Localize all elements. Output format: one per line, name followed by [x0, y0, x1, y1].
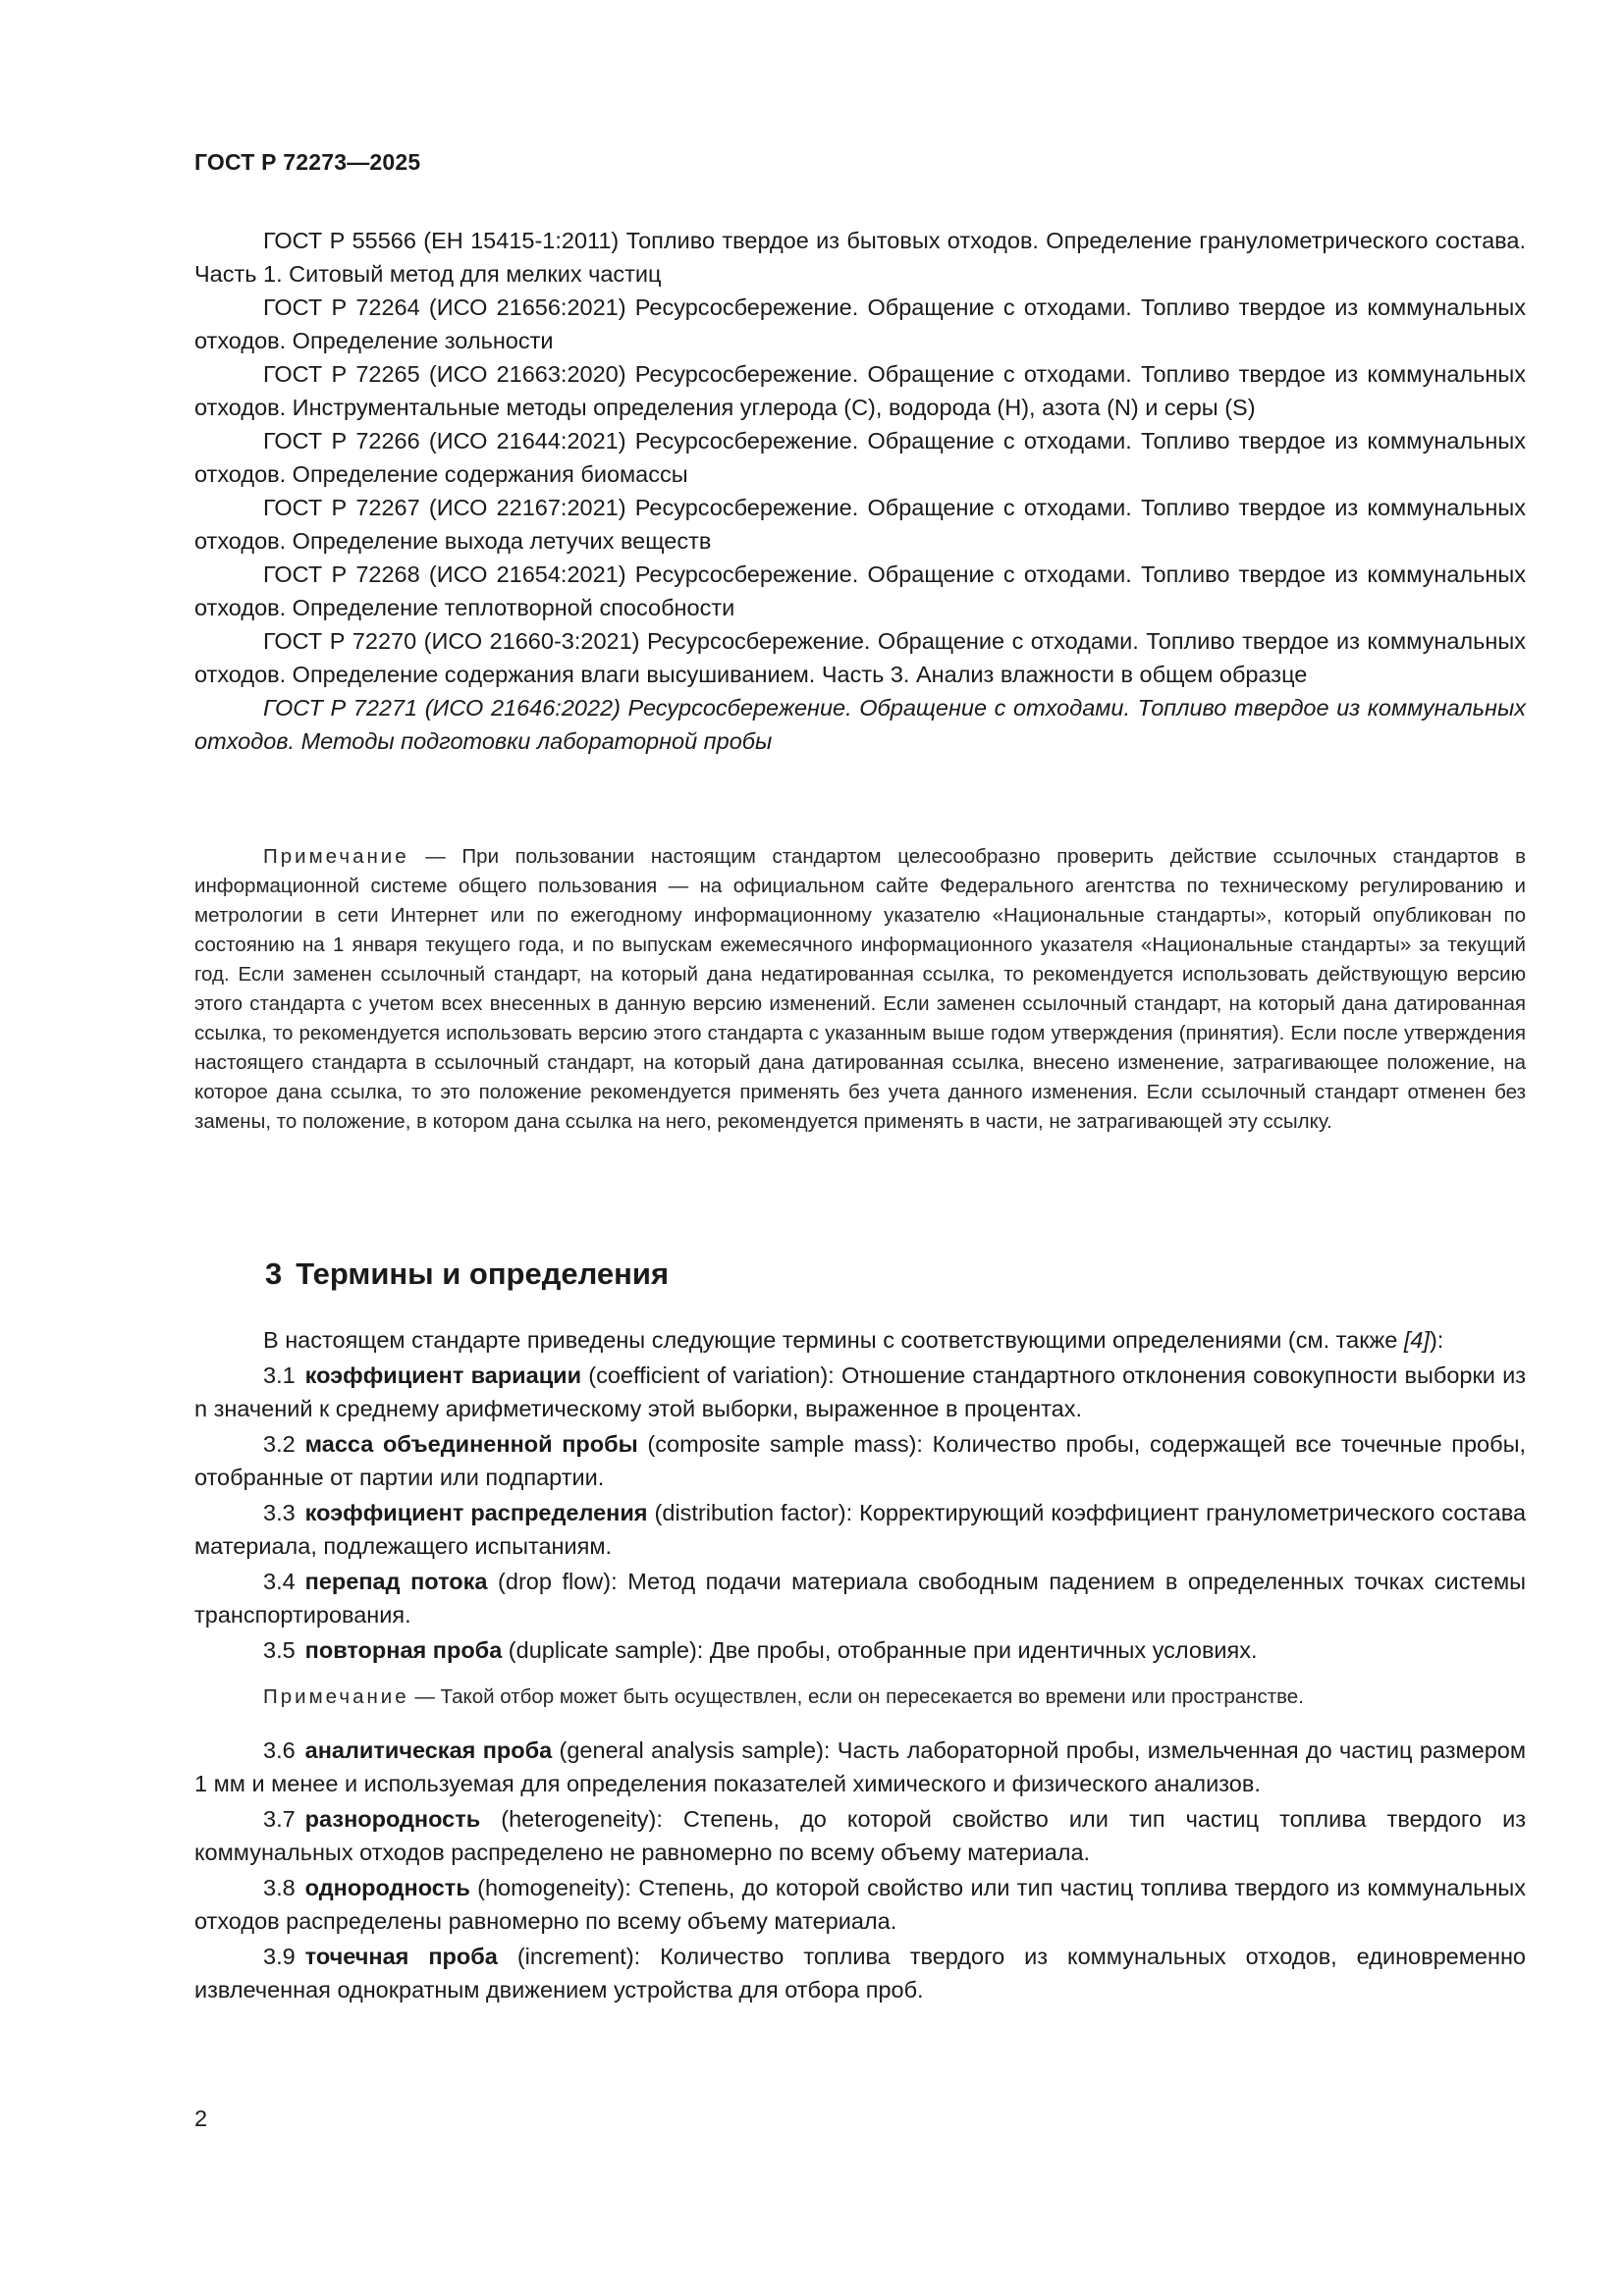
term-number: 3.6 [263, 1737, 296, 1763]
reference-item: ГОСТ Р 72270 (ИСО 21660-3:2021) Ресурсосбережение. Обращение с отходами. Топливо твердое из коммунальных отходов. Определение содержания влаги высушиванием. Часть 3. Анализ влажности в общем образце [194, 628, 1526, 687]
term-english: (coefficient of variation): [588, 1362, 835, 1388]
term-number: 3.8 [263, 1875, 296, 1900]
term-entry [194, 1427, 1526, 1494]
term-definition: Метод подачи материала свободным падением в определенных точках системы транспортирования. [194, 1569, 1527, 1628]
term-english: (duplicate sample): [508, 1637, 704, 1663]
term-definition: Две пробы, отобранные при идентичных условиях. [709, 1637, 1258, 1663]
term-definition: Степень, до которой свойство или тип частиц топлива твердого из коммунальных отходов распределены равномерно по всему объему материала. [194, 1875, 1527, 1934]
term-english: (heterogeneity): [501, 1806, 663, 1832]
term-name: масса объединенной пробы [304, 1431, 638, 1457]
section-title: Термины и определения [296, 1256, 670, 1291]
term-number: 3.3 [263, 1500, 296, 1525]
term-number: 3.5 [263, 1637, 296, 1663]
term-number: 3.1 [263, 1362, 296, 1388]
reference-item: ГОСТ Р 72271 (ИСО 21646:2022) Ресурсосбережение. Обращение с отходами. Топливо твердое из коммунальных отходов. Методы подготовки лабораторной пробы [194, 695, 1526, 754]
term-number: 3.4 [263, 1569, 296, 1594]
reference-item: ГОСТ Р 72265 (ИСО 21663:2020) Ресурсосбережение. Обращение с отходами. Топливо твердое из коммунальных отходов. Инструментальные методы определения углерода (С), водорода (Н), азота (N) и серы (S) [194, 361, 1526, 420]
term-entry [194, 1802, 1526, 1869]
reference-item: ГОСТ Р 72266 (ИСО 21644:2021) Ресурсосбережение. Обращение с отходами. Топливо твердое из коммунальных отходов. Определение содержания биомассы [194, 428, 1526, 487]
reference-item: ГОСТ Р 72268 (ИСО 21654:2021) Ресурсосбережение. Обращение с отходами. Топливо твердое из коммунальных отходов. Определение теплотворной способности [194, 561, 1526, 620]
reference-item: ГОСТ Р 72267 (ИСО 22167:2021) Ресурсосбережение. Обращение с отходами. Топливо твердое из коммунальных отходов. Определение выхода летучих веществ [194, 495, 1526, 554]
section-heading [265, 1256, 669, 1292]
term-entry [194, 1565, 1526, 1631]
term-entry [194, 1871, 1526, 1938]
term-name: повторная проба [304, 1637, 503, 1663]
term-entry [194, 1734, 1526, 1800]
term-entry [194, 1633, 1526, 1667]
normative-references-list [194, 224, 1526, 758]
note-block [194, 842, 1526, 1137]
term-definition: Степень, до которой свойство или тип частиц топлива твердого из коммунальных отходов распределено не равномерно по всему объему материала. [194, 1806, 1527, 1865]
term-english: (homogeneity): [477, 1875, 631, 1900]
term-entry [194, 1496, 1526, 1563]
reference-item: ГОСТ Р 55566 (ЕН 15415-1:2011) Топливо твердое из бытовых отходов. Определение гранулометрического состава. Часть 1. Ситовый метод для мелких частиц [194, 228, 1526, 287]
term-entry [194, 1359, 1526, 1425]
term-definition: Количество пробы, содержащей все точечные пробы, отобранные от партии или подпартии. [194, 1431, 1527, 1490]
term-name: однородность [304, 1875, 470, 1900]
term-name: коэффициент распределения [304, 1500, 648, 1525]
term-english: (general analysis sample): [559, 1737, 831, 1763]
term-number: 3.7 [263, 1806, 296, 1832]
section-intro: В настоящем стандарте приведены следующие термины с соответствующими определениями (см. также [4]): [263, 1327, 1444, 1353]
reference-item: ГОСТ Р 72264 (ИСО 21656:2021) Ресурсосбережение. Обращение с отходами. Топливо твердое из коммунальных отходов. Определение зольности [194, 294, 1526, 353]
term-name: аналитическая проба [304, 1737, 553, 1763]
term-name: коэффициент вариации [304, 1362, 582, 1388]
note-text: — Такой отбор может быть осуществлен, если он пересекается во времени или пространстве. [414, 1685, 1304, 1708]
page-number: 2 [194, 2106, 208, 2131]
note-label: Примечание [263, 845, 409, 868]
term-english: (increment): [516, 1944, 641, 1969]
term-name: точечная проба [304, 1944, 498, 1969]
standard-header: ГОСТ Р 72273—2025 [194, 149, 421, 175]
section-number: 3 [265, 1256, 283, 1291]
term-name: перепад потока [304, 1569, 488, 1594]
term-name: разнородность [304, 1806, 481, 1832]
terms-list [194, 1323, 1526, 2008]
term-definition: Количество топлива твердого из коммунальных отходов, единовременно извлеченная однократным движением устройства для отбора проб. [194, 1944, 1526, 2002]
term-definition: Отношение стандартного отклонения совокупности выборки из n значений к среднему арифметическому этой выборки, выраженное в процентах. [194, 1362, 1526, 1421]
note-text: — При пользовании настоящим стандартом целесообразно проверить действие ссылочных стандартов в информационной системе общего пользования — на официальном сайте Федерального агентства по техническому регулированию и метрологии в сети Интернет или по ежегодному информационному указателю «Национальные стандарты», который опубликован по состоянию на 1 января текущего года, и по выпускам ежемесячного информационного указателя «Национальные стандарты» за текущий год. Если заменен ссылочный стандарт, на который дана недатированная ссылка, то рекомендуется использовать действующую версию этого стандарта с учетом всех внесенных в данную версию изменений. Если заменен ссылочный стандарт, на который дана датированная ссылка, то рекомендуется использовать версию этого стандарта с указанным выше годом утверждения (принятия). Если после утверждения настоящего стандарта в ссылочный стандарт, на который дана датированная ссылка, внесено изменение, затрагивающее положение, на которое дана ссылка, то это положение рекомендуется применять без учета данного изменения. Если ссылочный стандарт отменен без замены, то положение, в котором дана ссылка на него, рекомендуется применять в части, не затрагивающей эту ссылку. [194, 845, 1526, 1133]
term-english: (drop flow): [498, 1569, 618, 1594]
term-english: (distribution factor): [654, 1500, 853, 1525]
bibliography-ref: [4] [1403, 1327, 1430, 1353]
note-block [194, 1682, 1526, 1712]
term-definition: Корректирующий коэффициент гранулометрического состава материала, подлежащего испытаниям. [194, 1500, 1527, 1559]
term-number: 3.9 [263, 1944, 296, 1969]
term-entry [194, 1940, 1526, 2006]
term-definition: Часть лабораторной пробы, измельченная до частиц размером 1 мм и менее и используемая для определения показателей химического и физического анализов. [194, 1737, 1526, 1796]
term-english: (composite sample mass): [647, 1431, 923, 1457]
term-number: 3.2 [263, 1431, 296, 1457]
note-label: Примечание [263, 1685, 409, 1708]
